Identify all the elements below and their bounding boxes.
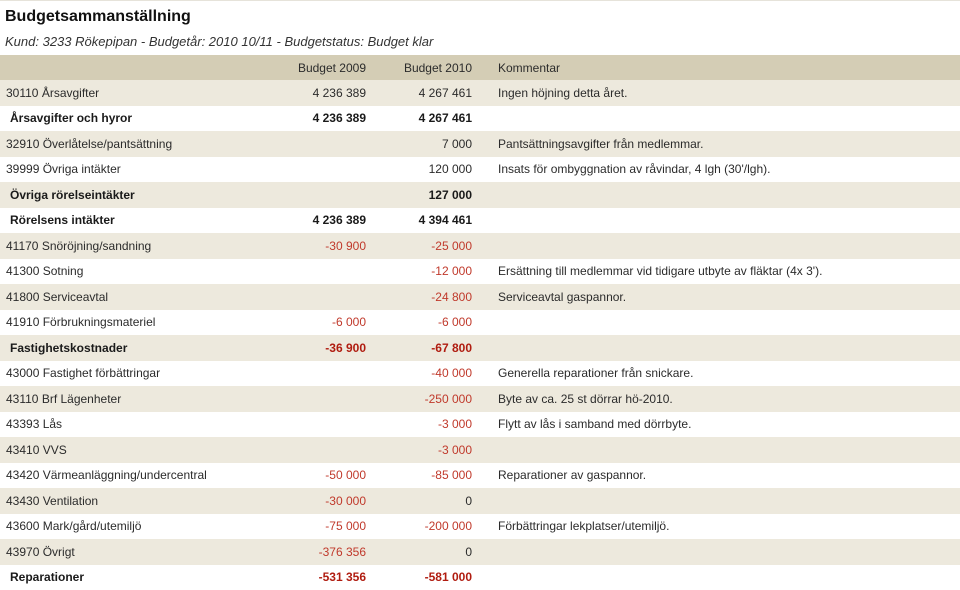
comment-text: Reparationer av gaspannor. [498,463,646,489]
comment-text: Insats för ombyggnation av råvindar, 4 lgh (30'/lgh). [498,157,770,183]
budget-2010-value: -6 000 [438,310,472,336]
table-row [0,259,960,285]
table-row [0,233,960,259]
header-budget-2010: Budget 2010 [404,55,472,80]
table-header [0,55,960,80]
comment-text: Flytt av lås i samband med dörrbyte. [498,412,691,438]
table-row [0,310,960,336]
report-subtitle: Kund: 3233 Rökepipan - Budgetår: 2010 10/11 - Budgetstatus: Budget klar [0,31,960,55]
account-name: Rörelsens intäkter [10,208,115,234]
budget-2010-value: -12 000 [431,259,472,285]
budget-2009-value: 4 236 389 [313,80,366,106]
budget-2010-value: -25 000 [431,233,472,259]
budget-2009-value: -75 000 [325,514,366,540]
table-row [0,437,960,463]
account-name: 43000 Fastighet förbättringar [6,361,160,387]
table-row [0,361,960,387]
budget-2009-value: -531 356 [319,565,366,590]
account-name: 43393 Lås [6,412,62,438]
account-name: 43420 Värmeanläggning/undercentral [6,463,207,489]
budget-2010-value: -3 000 [438,412,472,438]
budget-2010-value: 120 000 [429,157,472,183]
table-row [0,386,960,412]
header-budget-2009: Budget 2009 [298,55,366,80]
account-name: Övriga rörelseintäkter [10,182,135,208]
account-name: 41800 Serviceavtal [6,284,108,310]
budget-2010-value: -24 800 [431,284,472,310]
budget-2009-value: 4 236 389 [313,208,366,234]
table-row-total [0,182,960,208]
comment-text: Ersättning till medlemmar vid tidigare utbyte av fläktar (4x 3'). [498,259,822,285]
comment-text: Generella reparationer från snickare. [498,361,693,387]
account-name: Fastighetskostnader [10,335,127,361]
account-name: 30110 Årsavgifter [6,80,99,106]
table-row-total [0,335,960,361]
comment-text: Ingen höjning detta året. [498,80,627,106]
budget-2010-value: -85 000 [431,463,472,489]
table-row [0,514,960,540]
table-row [0,284,960,310]
account-name: 41300 Sotning [6,259,83,285]
budget-2010-value: -3 000 [438,437,472,463]
budget-2010-value: -581 000 [425,565,472,590]
account-name: 32910 Överlåtelse/pantsättning [6,131,172,157]
table-row [0,157,960,183]
table-row [0,539,960,565]
budget-2010-value: 127 000 [429,182,472,208]
budget-2010-value: -67 800 [431,335,472,361]
comment-text: Byte av ca. 25 st dörrar hö-2010. [498,386,673,412]
table-row [0,463,960,489]
table-row [0,131,960,157]
account-name: 39999 Övriga intäkter [6,157,121,183]
table-row [0,80,960,106]
budget-2009-value: -6 000 [332,310,366,336]
account-name: 41170 Snöröjning/sandning [6,233,151,259]
account-name: Reparationer [10,565,84,590]
table-row-total [0,106,960,132]
account-name: 43430 Ventilation [6,488,98,514]
budget-2009-value: -30 900 [325,233,366,259]
budget-2010-value: -40 000 [431,361,472,387]
report-title: Budgetsammanställning [0,0,960,31]
budget-2010-value: 4 394 461 [419,208,472,234]
budget-2009-value: -376 356 [319,539,366,565]
comment-text: Serviceavtal gaspannor. [498,284,626,310]
comment-text: Förbättringar lekplatser/utemiljö. [498,514,669,540]
budget-2010-value: 0 [465,539,472,565]
budget-2009-value: -36 900 [325,335,366,361]
table-row [0,488,960,514]
budget-2009-value: 4 236 389 [313,106,366,132]
header-comment: Kommentar [498,55,560,80]
account-name: 43600 Mark/gård/utemiljö [6,514,141,540]
budget-2009-value: -50 000 [325,463,366,489]
account-name: 43970 Övrigt [6,539,75,565]
budget-2010-value: 0 [465,488,472,514]
table-row-total [0,208,960,234]
account-name: 41910 Förbrukningsmateriel [6,310,155,336]
budget-2010-value: 4 267 461 [419,80,472,106]
account-name: 43410 VVS [6,437,67,463]
budget-2010-value: 4 267 461 [419,106,472,132]
budget-table-body [0,80,960,590]
budget-2010-value: -250 000 [425,386,472,412]
account-name: Årsavgifter och hyror [10,106,132,132]
table-row [0,412,960,438]
budget-2009-value: -30 000 [325,488,366,514]
comment-text: Pantsättningsavgifter från medlemmar. [498,131,703,157]
account-name: 43110 Brf Lägenheter [6,386,121,412]
table-row-total [0,565,960,590]
budget-2010-value: -200 000 [425,514,472,540]
budget-2010-value: 7 000 [442,131,472,157]
